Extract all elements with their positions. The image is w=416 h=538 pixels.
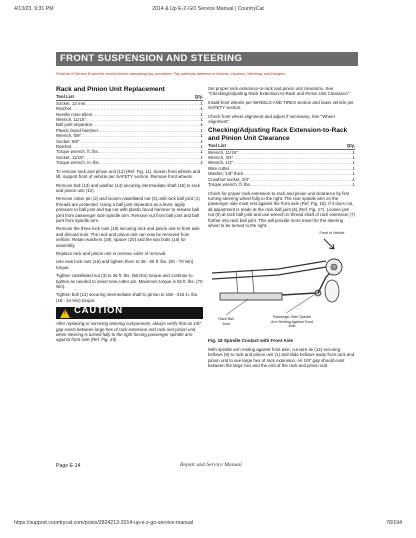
manual-footer-title: Repair and Service Manual bbox=[180, 462, 242, 468]
section-warning-note: Read all of Section B and this section before attempting any procedure. Pay particular attention to Notices, Cautions, Warnings and Dangers. bbox=[56, 72, 286, 76]
procedure-paragraph: Replace rack and pinion unit in reverse order of removal. bbox=[56, 250, 167, 256]
tool-list-label: Tool List bbox=[208, 143, 226, 149]
procedure-paragraph: Remove the three lock nuts (18) securing rack and pinion unit to front axle and discard nuts. The rack and pinion unit can now be removed from vehicle. Retain washers (19), spacer (20) and the two bolts (16) for assembly. bbox=[56, 226, 200, 248]
qty-label: Qty. bbox=[346, 143, 355, 149]
tool-name: Wrench, 11/16" bbox=[208, 149, 238, 155]
tool-list bbox=[56, 101, 203, 166]
tool-qty: 1 bbox=[352, 160, 355, 166]
tool-list-label: Tool List bbox=[56, 94, 74, 100]
tool-qty: 1 bbox=[200, 154, 203, 160]
fig-18-caption: Fig. 18 Spindle Contact with Front Axle bbox=[208, 338, 294, 344]
right-column bbox=[208, 86, 355, 368]
tool-name: Torque wrench, in. lbs. bbox=[56, 160, 100, 166]
tool-qty: 1 bbox=[352, 176, 355, 182]
tool-name: Socket, 11/16" bbox=[56, 154, 85, 160]
caution-label: CAUTION bbox=[74, 305, 123, 317]
tool-name: Washer, 1/8" thick bbox=[208, 171, 244, 177]
rack-pinion-replacement-heading: Rack and Pinion Unit Replacement bbox=[56, 86, 165, 93]
page-number: Page E-14 bbox=[56, 463, 81, 469]
tool-qty: 1 bbox=[200, 100, 203, 106]
caution-banner bbox=[56, 307, 203, 319]
tool-name: Torque wrench, ft. lbs. bbox=[208, 182, 251, 188]
print-tab-title: 2014 & Up E-Z-GO Service Manual | CountryCat bbox=[152, 6, 264, 12]
procedure-paragraph: Tighten castellated nut (3) to 36 ft. lbs. (50 Nm) torque and continue to tighten as needed to insert new cotter pin. Maximum torque is 50 ft. lbs. (70 Nm). bbox=[56, 273, 203, 289]
tool-qty: 1 bbox=[352, 171, 355, 177]
tool-row bbox=[56, 160, 203, 165]
procedure-paragraph: With spindle arm resting against front axle, cut wire tie (14) securing bellows (9) to rack and pinion unit (1) and slide bellows away from rack and pinion unit to see large hex of rack extension. An 1/8" gap should exist between the large hex and the end of the rack and pinion unit. bbox=[208, 346, 355, 368]
tool-qty: 1 bbox=[352, 155, 355, 161]
tool-name: Plastic faced hammer bbox=[56, 127, 99, 133]
tool-qty: 1 bbox=[352, 165, 355, 171]
fig-18-illustration bbox=[208, 231, 348, 337]
print-url: https://support.countrycat.com/posts/2824213-2014-up-e-z-go-service-manual bbox=[14, 520, 194, 526]
browser-print-header bbox=[14, 6, 402, 16]
print-timestamp: 4/13/23, 9:31 PM bbox=[14, 6, 54, 12]
procedure-paragraph: Check for proper rack extension-to-rack and pinion unit clearance by first turning steering wheel fully to the right. The rear spindle arm on the passenger side must rest against the front axle (Ref. Fig. 18). If it does not, all adjustment is made at the rack ball joint (6) (Ref. Fig. 17). Loosen jam nut (5) at rack ball joint and use wrench to thread shaft of rack extension (7) further into rack ball joint. This will provide more travel for the steering wheel to be turned to the right. bbox=[208, 190, 355, 228]
caution-text: After replacing or servicing steering components, always verify that an 1/8" gap exists between large hex of rack extension and rack and pinion unit when steering is turned fully to the right forcing passenger spindle arm against front axle (Ref. Fig. 19) bbox=[56, 321, 202, 343]
left-column bbox=[56, 86, 203, 343]
tool-qty: 1 bbox=[200, 127, 203, 133]
tool-list bbox=[208, 150, 355, 188]
tool-name: Torque wrench, ft. lbs. bbox=[56, 149, 99, 155]
label-front-of-vehicle: Front of Vehicle bbox=[319, 231, 345, 236]
tool-name: Wrench, 1/2" bbox=[208, 160, 234, 166]
tool-name: Socket, 13 mm bbox=[56, 100, 86, 106]
tool-name: Wrench, 5/8" bbox=[56, 133, 82, 139]
tool-qty: 1 bbox=[200, 106, 203, 112]
label-spindle-arm: Passenger Side Spindle Arm Resting Against Front Axle bbox=[271, 315, 313, 328]
tool-qty: 1 bbox=[352, 182, 355, 188]
browser-print-footer bbox=[14, 520, 402, 530]
section-title: FRONT SUSPENSION AND STEERING bbox=[60, 53, 243, 64]
rack-clearance-heading: Checking/Adjusting Rack Extension-to-Rack and Pinion Unit Clearance bbox=[208, 127, 348, 142]
procedure-paragraph: Use new lock nuts (18) and tighten them to 35 - 50 ft. lbs. (50 - 70 Nm) torque. bbox=[56, 259, 194, 270]
procedure-paragraph: Install front wheels per WHEELS AND TIRES section and lower vehicle per SAFETY section. bbox=[208, 99, 354, 111]
tool-name: Ratchet bbox=[56, 106, 72, 112]
tool-qty: 1 bbox=[200, 122, 203, 128]
warning-triangle-icon bbox=[60, 309, 70, 318]
tool-qty: 1 bbox=[200, 117, 203, 123]
procedure-paragraph: Remove cotter pin (2) and loosen castellated nut (3) until rack ball joint (1) threads are protected. Using a ball joint separator as a lever, apply pressure to ball joint and tap nut with plastic faced hammer to release ball joint from passenger side spindle arm. Remove nut from ball joint and ball joint from spindle arm. bbox=[56, 196, 200, 223]
print-page-counter: 78/194 bbox=[386, 520, 402, 526]
tool-name: Ball joint separator bbox=[56, 122, 93, 128]
label-rack-ball-joint: Rack Ball Joint bbox=[218, 317, 234, 326]
procedure-paragraph: To remove rack and pinion unit (12) (Ref. Fig. 11), loosen front wheels and lift, support front of vehicle per SAFETY section. Remove front wheels. bbox=[56, 168, 201, 180]
tool-name: Wire cutter bbox=[208, 165, 230, 171]
tool-name: Crowfoot socket, 3/4" bbox=[208, 176, 250, 182]
tool-name: Wrench, 11/16" bbox=[56, 117, 86, 123]
tool-name: Ratchet bbox=[56, 144, 72, 150]
tool-name: Wrench, 3/4" bbox=[208, 155, 234, 161]
procedure-paragraph: Remove bolt (13) and washer (14) securing intermediate shaft (15) to rack and pinion unit (12). bbox=[56, 182, 200, 193]
tool-name: Socket, 5/8" bbox=[56, 138, 80, 144]
tool-qty: 1 bbox=[200, 133, 203, 139]
tool-qty: 1 bbox=[200, 111, 203, 117]
qty-label: Qty. bbox=[194, 94, 203, 100]
tool-qty: 1 bbox=[200, 149, 203, 155]
procedure-paragraph: Tighten bolt (13) securing intermediate shaft to pinion to 155 - 215 in. lbs. (18 - 24 Nm) torque. bbox=[56, 292, 199, 303]
tool-name: Needle nose pliers bbox=[56, 111, 93, 117]
procedure-paragraph: Set proper rack extension-to-rack and pinion unit clearance. See "Checking/Adjusting Rack Extension-to-Rack and Pinion Unit Clearance". bbox=[208, 86, 351, 97]
procedure-paragraph: Check front wheel alignment and adjust if necessary. See "Wheel Alignment". bbox=[208, 113, 335, 125]
tool-qty: 1 bbox=[200, 144, 203, 150]
tool-qty: 1 bbox=[200, 138, 203, 144]
tool-qty: 1 bbox=[200, 160, 203, 166]
section-title-banner bbox=[56, 52, 358, 66]
tool-row bbox=[208, 182, 355, 187]
tool-qty: 1 bbox=[352, 149, 355, 155]
